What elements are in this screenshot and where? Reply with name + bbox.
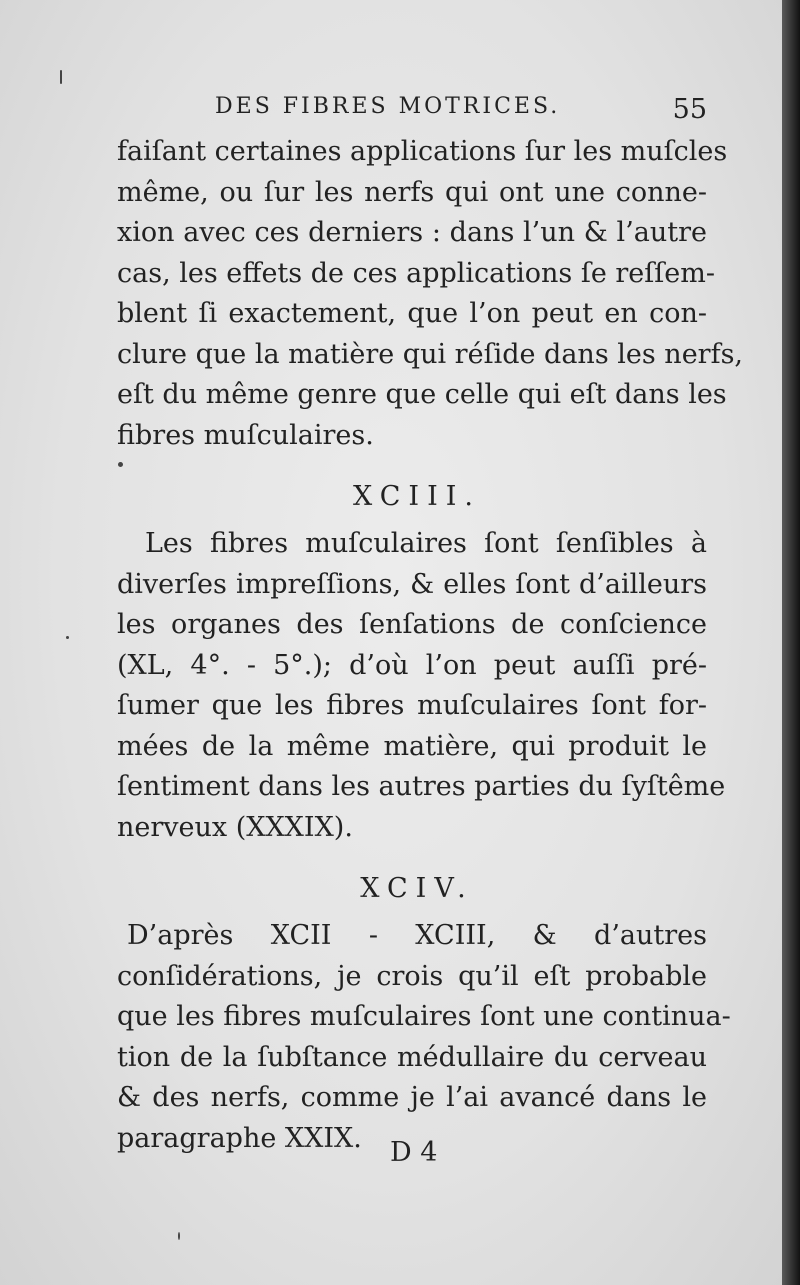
text-line: même, ou ſur les nerfs qui ont une conne-	[117, 176, 707, 208]
paper-speck	[118, 462, 123, 467]
text-line: blent ſi exactement, que l’on peut en con-	[117, 298, 707, 329]
signature-mark: D 4	[390, 1137, 438, 1168]
text-line: que les fibres muſculaires ſont une continua-	[117, 1001, 731, 1032]
paper-speck	[66, 636, 69, 639]
section-heading-xciii: XCIII.	[353, 481, 481, 512]
text-line: ſumer que les fibres muſculaires ſont for-	[117, 690, 707, 721]
text-line: & des nerfs, comme je l’ai avancé dans le	[117, 1082, 707, 1113]
section-xciii-paragraph	[117, 524, 726, 848]
text-line: (XL, 4°. - 5°.); d’où l’on peut auſſi pré-	[117, 649, 707, 681]
intro-paragraph	[117, 132, 744, 456]
paper-speck	[60, 70, 62, 84]
section-heading-xciv: XCIV.	[360, 873, 474, 904]
paper-speck	[178, 1232, 180, 1240]
text-line: fibres muſculaires.	[117, 419, 374, 451]
text-line: nerveux (XXXIX).	[117, 811, 353, 843]
text-line: clure que la matière qui réſide dans les nerfs,	[117, 338, 744, 370]
text-line: xion avec ces derniers : dans l’un & l’autre	[117, 217, 707, 248]
text-line: eſt du même genre que celle qui eſt dans les	[117, 379, 727, 410]
text-line: faiſant certaines applications ſur les muſcles	[117, 136, 728, 167]
text-line: conſidérations, je crois qu’il eſt probable	[117, 960, 707, 992]
page-edge-shadow	[782, 0, 800, 1285]
text-line: Les fibres muſculaires ſont ſenſibles à	[145, 528, 707, 559]
section-xciv-paragraph	[117, 916, 731, 1159]
text-line: tion de la ſubſtance médullaire du cerveau	[117, 1041, 707, 1073]
text-line: diverſes impreſſions, & elles ſont d’ailleurs	[117, 568, 707, 600]
running-head	[117, 90, 707, 132]
text-line: cas, les effets de ces applications ſe reſſem-	[117, 257, 715, 289]
text-line: ſentiment dans les autres parties du ſyſtême	[117, 771, 726, 802]
running-title: DES FIBRES MOTRICES.	[215, 94, 561, 119]
text-line: mées de la même matière, qui produit le	[117, 730, 707, 762]
text-line: D’après XCII - XCIII, & d’autres	[127, 920, 707, 951]
text-line: les organes des ſenſations de conſcience	[117, 609, 707, 640]
page-text	[117, 90, 744, 1159]
page-number: 55	[672, 94, 707, 125]
text-line: paragraphe XXIX.	[117, 1122, 362, 1154]
